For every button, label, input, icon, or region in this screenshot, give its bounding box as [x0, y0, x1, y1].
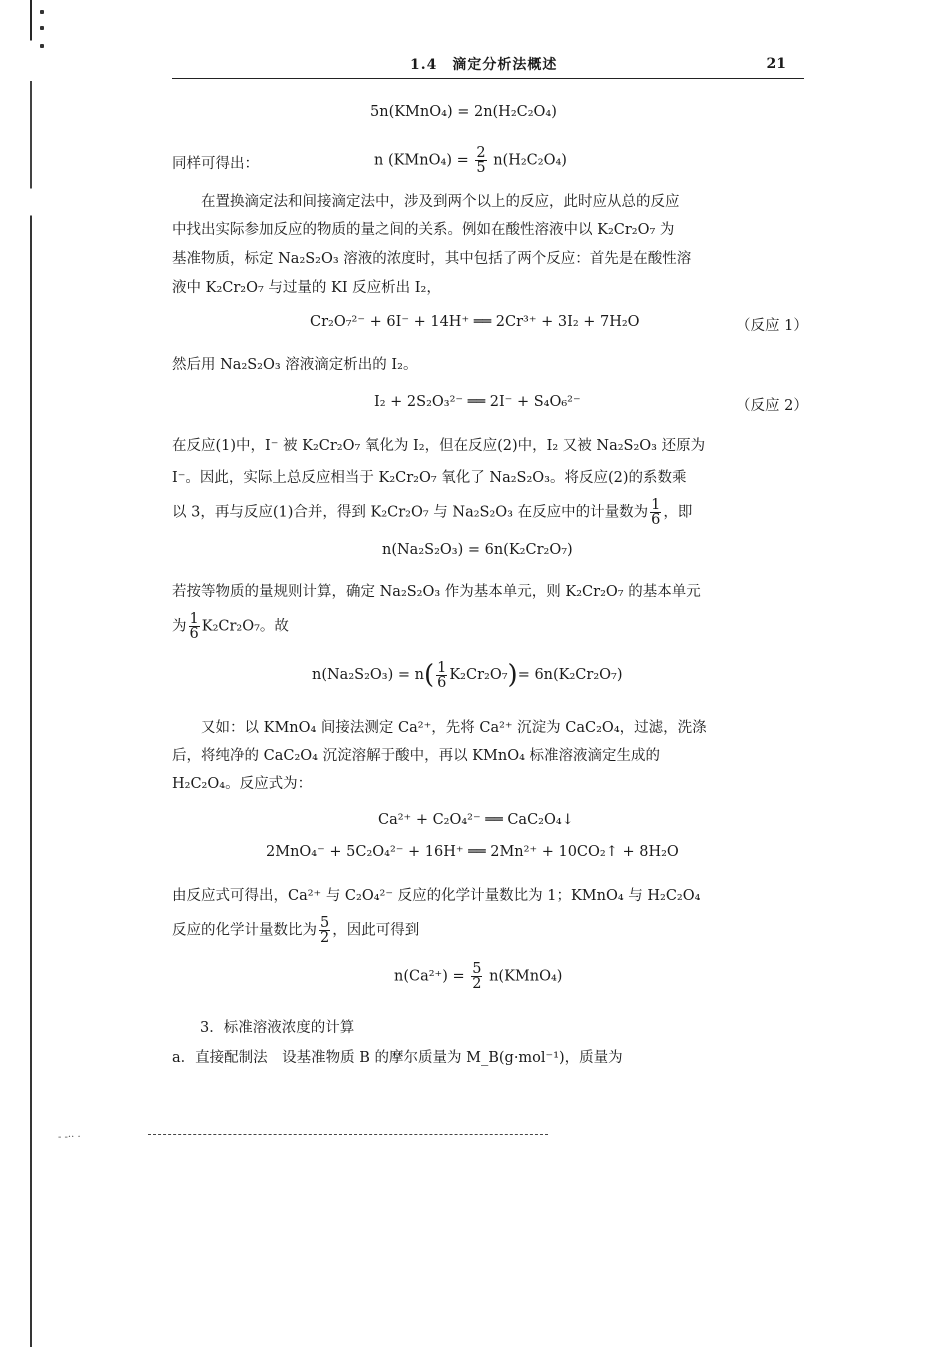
reaction-1: Cr₂O₇²⁻ + 6I⁻ + 14H⁺ ══ 2Cr³⁺ + 3I₂ + 7H₂O — [310, 314, 640, 330]
text-same-can-get: 同样可得出： — [172, 156, 259, 172]
eq-left: n (KMnO₄) = — [374, 152, 469, 169]
reaction-2-tag: （反应 2） — [736, 398, 808, 414]
paragraph-line: 中找出实际参加反应的物质的量之间的关系。例如在酸性溶液中以 K₂Cr₂O₇ 为 — [172, 222, 675, 238]
fraction-numerator: 5 — [472, 961, 482, 977]
fraction-denominator: 6 — [189, 626, 199, 642]
text: ，因此可得到 — [332, 922, 420, 939]
paragraph-line: 由反应式可得出，Ca²⁺ 与 C₂O₄²⁻ 反应的化学计量数比为 1；KMnO₄ 与 H₂C₂O₄ — [172, 888, 701, 904]
scan-dot — [40, 44, 44, 48]
eq-right: n(KMnO₄) — [489, 968, 563, 985]
fraction-denominator: 2 — [320, 930, 330, 946]
section-title: 1.4 滴定分析法概述 — [410, 57, 558, 73]
paragraph-line: 在置换滴定法和间接滴定法中，涉及到两个以上的反应，此时应从总的反应 — [201, 194, 680, 210]
fraction — [650, 498, 661, 527]
right-paren: ) — [507, 660, 518, 690]
paragraph-line-with-fraction — [172, 916, 419, 945]
paragraph-line: H₂C₂O₄。反应式为： — [172, 776, 313, 792]
section-heading: 3．标准溶液浓度的计算 — [200, 1020, 355, 1036]
fraction — [436, 661, 447, 690]
fraction-numerator: 5 — [320, 915, 330, 931]
fraction — [319, 916, 330, 945]
reaction-3: Ca²⁺ + C₂O₄²⁻ ══ CaC₂O₄↓ — [378, 812, 574, 828]
scan-dot — [40, 26, 44, 30]
eq-mid: K₂Cr₂O₇ — [449, 667, 508, 683]
paragraph-line: 又如：以 KMnO₄ 间接法测定 Ca²⁺，先将 Ca²⁺ 沉淀为 CaC₂O₄，过滤，洗涤 — [201, 720, 707, 736]
scan-dot — [40, 10, 44, 14]
fraction — [471, 962, 482, 991]
paragraph-line: 在反应(1)中，I⁻ 被 K₂Cr₂O₇ 氧化为 I₂，但在反应(2)中，I₂ 又被 Na₂S₂O₃ 还原为 — [172, 438, 706, 454]
equation-5n: 5n(KMnO₄) = 2n(H₂C₂O₄) — [370, 104, 557, 120]
text: ，即 — [663, 504, 693, 521]
page-number: 21 — [766, 56, 786, 72]
fraction-numerator: 1 — [189, 611, 199, 627]
paragraph-line: 基准物质，标定 Na₂S₂O₃ 溶液的浓度时，其中包括了两个反应：首先是在酸性溶 — [172, 251, 692, 267]
reaction-4: 2MnO₄⁻ + 5C₂O₄²⁻ + 16H⁺ ══ 2Mn²⁺ + 10CO₂↑ + 8H₂O — [266, 844, 679, 860]
equation-big-paren — [312, 660, 623, 690]
page-header — [172, 52, 804, 79]
paragraph-line: 然后用 Na₂S₂O₃ 溶液滴定析出的 I₂。 — [172, 357, 418, 373]
fraction-denominator: 6 — [651, 512, 661, 528]
fraction — [189, 612, 200, 641]
left-paren: ( — [423, 660, 435, 690]
paragraph-line: I⁻。因此，实际上总反应相当于 K₂Cr₂O₇ 氧化了 Na₂S₂O₃。将反应(2)的系数乘 — [172, 470, 687, 486]
fraction — [475, 146, 486, 175]
text: 反应的化学计量数比为 — [172, 922, 317, 939]
text: K₂Cr₂O₇。故 — [201, 618, 289, 635]
paragraph-line: a．直接配制法 设基准物质 B 的摩尔质量为 M_B(g·mol⁻¹)，质量为 — [172, 1050, 623, 1066]
reaction-2: I₂ + 2S₂O₃²⁻ ══ 2I⁻ + S₄O₆²⁻ — [374, 394, 581, 410]
bottom-rule — [148, 1134, 548, 1135]
eq-right: = 6n(K₂Cr₂O₇) — [517, 667, 623, 683]
fraction-denominator: 5 — [476, 160, 486, 176]
equation-n-kmno4 — [374, 146, 567, 175]
eq-right: n(H₂C₂O₄) — [493, 152, 567, 169]
eq-left: n(Ca²⁺) = — [394, 968, 465, 985]
paragraph-line: 液中 K₂Cr₂O₇ 与过量的 KI 反应析出 I₂， — [172, 280, 441, 296]
fraction-numerator: 2 — [476, 145, 486, 161]
equation-ca — [394, 962, 562, 991]
eq-left: n(Na₂S₂O₃) = n — [312, 667, 424, 683]
text: 为 — [172, 618, 187, 635]
paragraph-line: 若按等物质的量规则计算，确定 Na₂S₂O₃ 作为基本单元，则 K₂Cr₂O₇ 的基本单元 — [172, 584, 701, 600]
fraction-numerator: 1 — [651, 497, 661, 513]
text: 以 3，再与反应(1)合并，得到 K₂Cr₂O₇ 与 Na₂S₂O₃ 在反应中的计量数为 — [172, 504, 649, 521]
fraction-numerator: 1 — [437, 659, 447, 676]
fraction-denominator: 6 — [437, 674, 447, 691]
fraction-denominator: 2 — [472, 976, 482, 992]
scan-binding-edge — [30, 0, 32, 1347]
reaction-1-tag: （反应 1） — [736, 318, 808, 334]
paragraph-line: 后，将纯净的 CaC₂O₄ 沉淀溶解于酸中，再以 KMnO₄ 标准溶液滴定生成的 — [172, 748, 660, 764]
paragraph-line-with-fraction — [172, 498, 692, 527]
scan-artifact: - -·· · — [58, 1132, 81, 1143]
paragraph-line-with-fraction — [172, 612, 289, 641]
equation-na2s2o3: n(Na₂S₂O₃) = 6n(K₂Cr₂O₇) — [382, 542, 573, 558]
